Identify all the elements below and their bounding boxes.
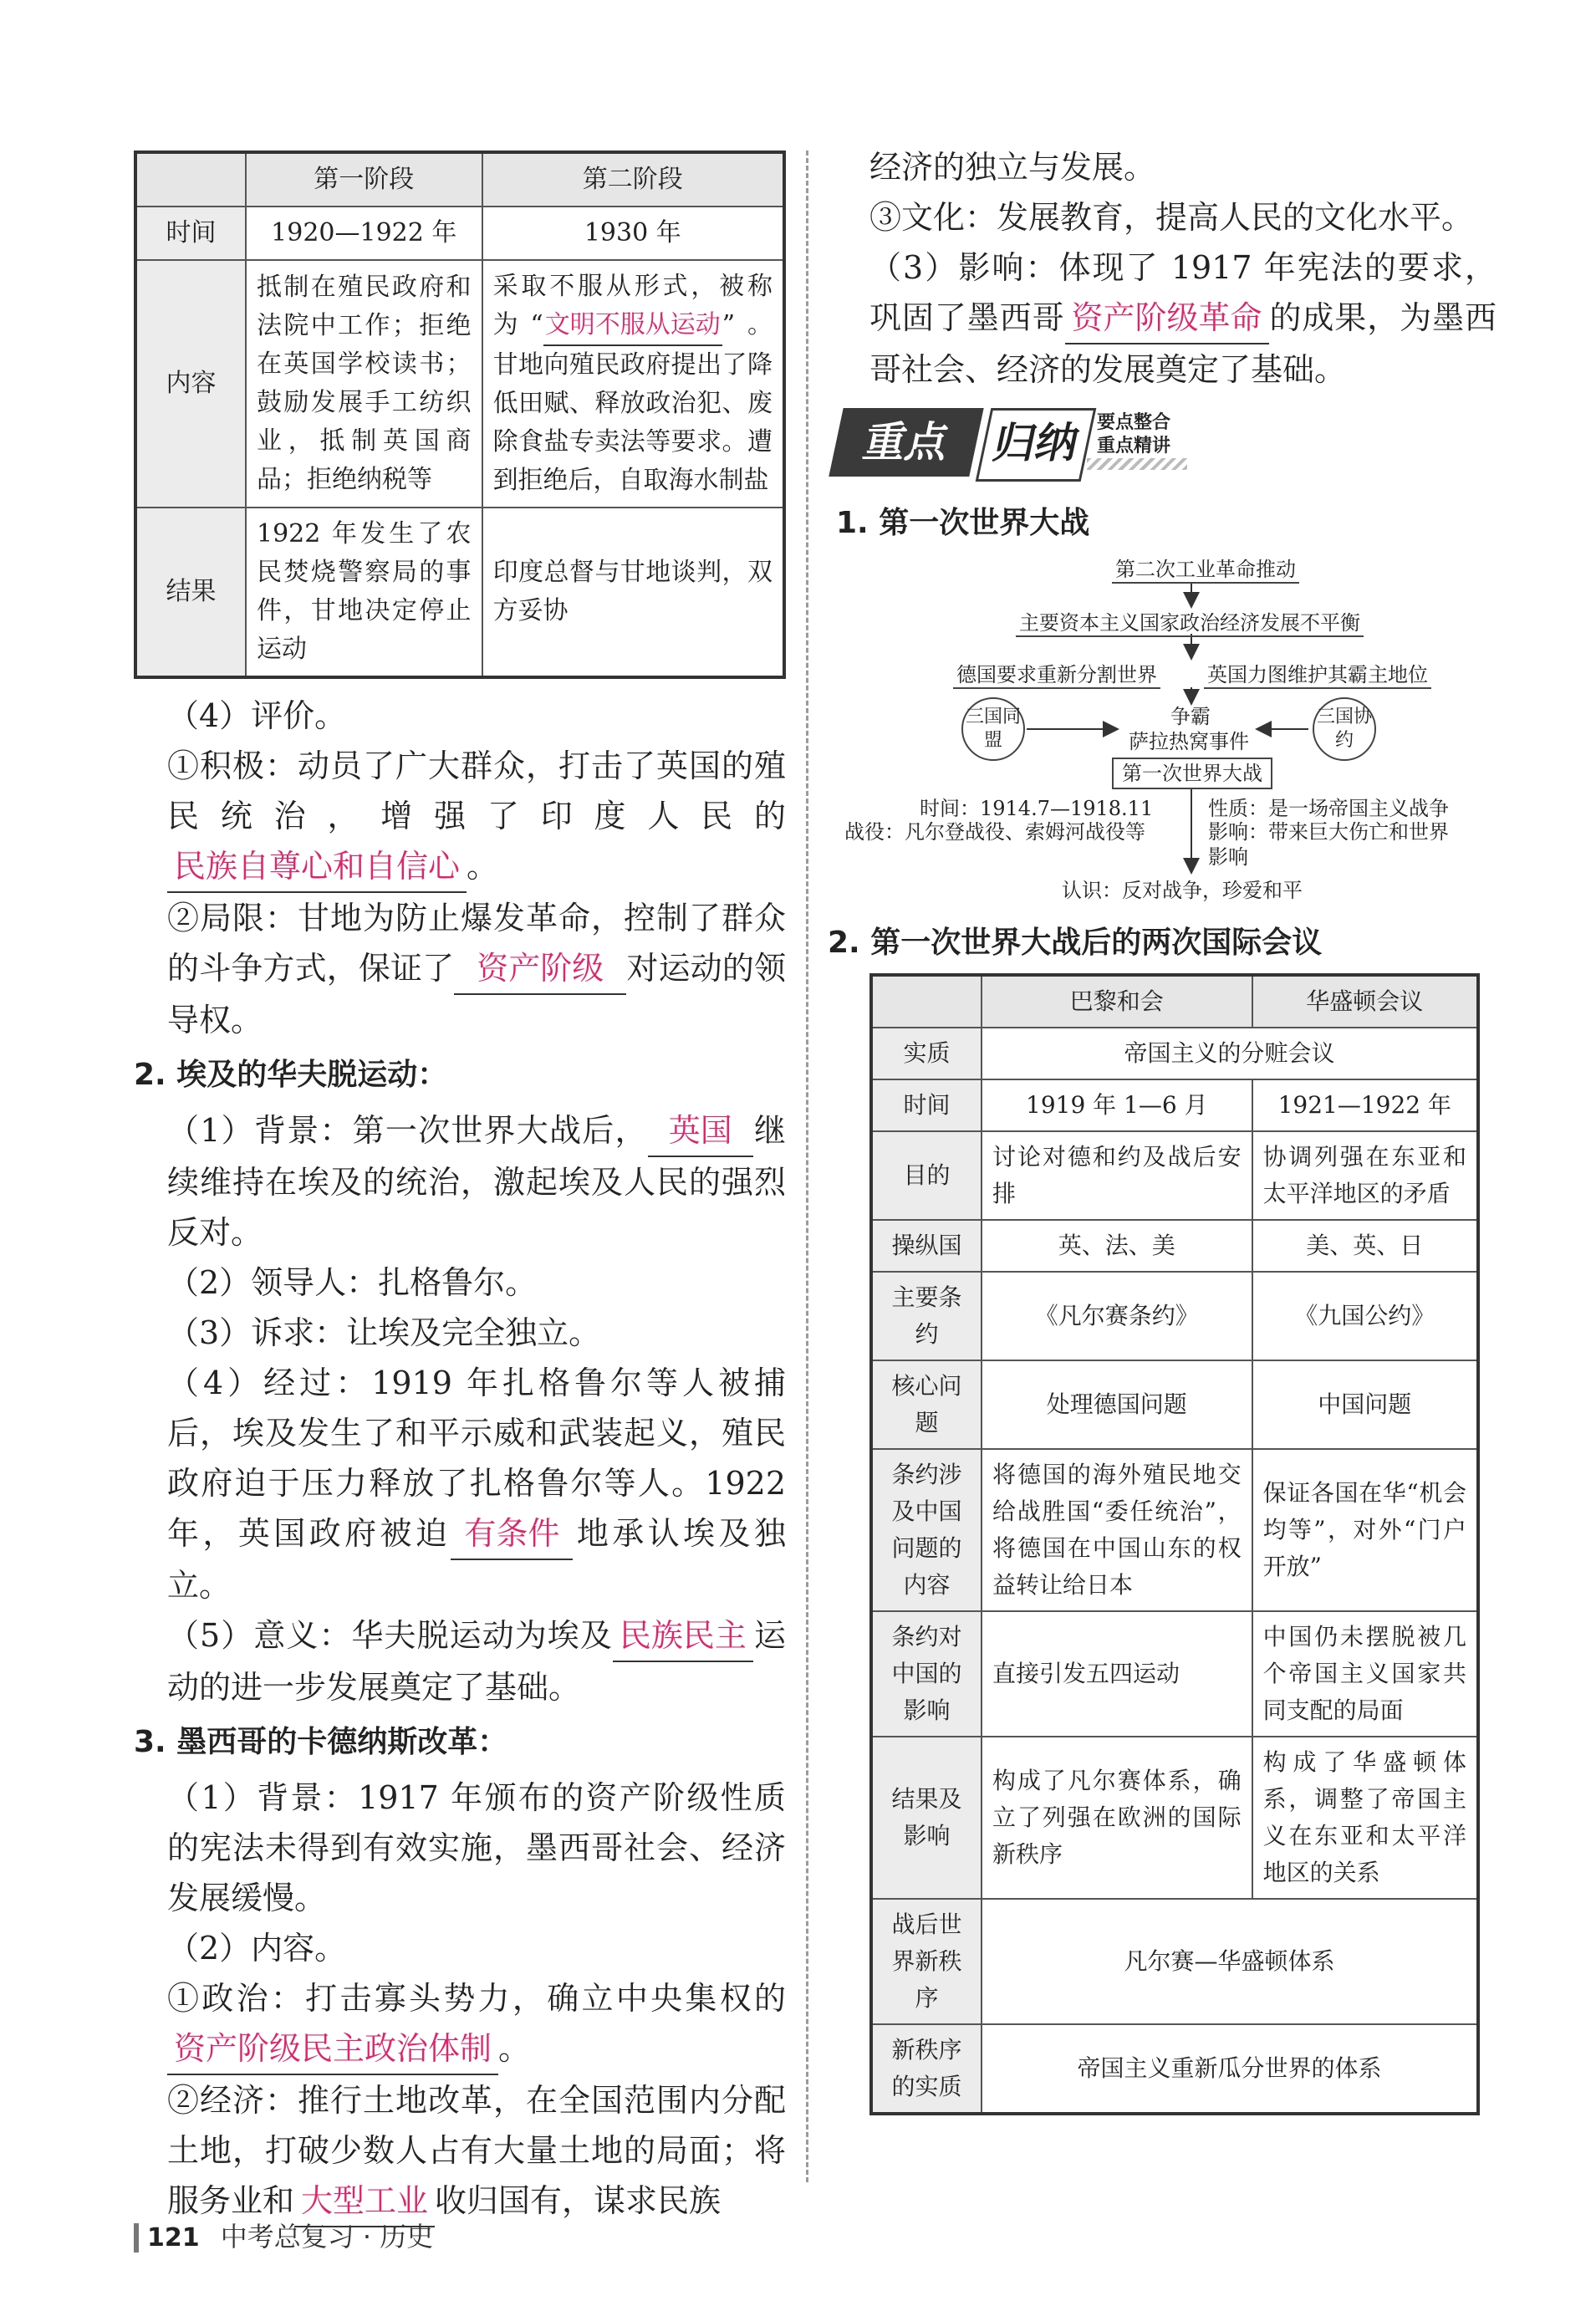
table-cell: 处理德国问题 — [982, 1360, 1252, 1449]
table-cell: 帝国主义重新瓜分世界的体系 — [982, 2024, 1478, 2114]
right-column — [828, 149, 1497, 2115]
table-cell: 1921—1922 年 — [1252, 1079, 1478, 1131]
table-header-cell — [871, 975, 982, 1028]
answer-blank: 民族自尊心和自信心 — [167, 841, 467, 893]
egypt-background: （1）背景：第一次世界大战后， 英国 继续维持在埃及的统治，激起埃及人民的强烈反对。 — [134, 1105, 786, 1258]
egypt-leader: （2）领导人：扎格鲁尔。 — [167, 1264, 538, 1301]
economy-continued: 经济的独立与发展。 — [869, 149, 1156, 186]
section-title-mexico: 3. 墨西哥的卡德纳斯改革： — [134, 1725, 508, 1759]
section-title-conferences: 2. 第一次世界大战后的两次国际会议 — [828, 926, 1323, 960]
banner-word-2: 归纳 — [976, 408, 1097, 482]
flow-node-britain: 英国力图维护其霸主地位 — [1204, 662, 1431, 689]
row-label: 结果及影响 — [871, 1737, 982, 1899]
table-header-cell: 巴黎和会 — [982, 975, 1252, 1028]
mexico-background: （1）背景：1917 年颁布的资产阶级性质的宪法未得到有效实施，墨西哥社会、经济发展缓慢。 — [167, 1779, 786, 1916]
flow-time: 时间：1914.7—1918.11 — [920, 797, 1154, 820]
flow-label-compete: 争霸 — [1170, 705, 1211, 728]
table-row — [871, 1079, 1478, 1131]
flow-influence: 影响：带来巨大伤亡和世界影响 — [1208, 820, 1449, 869]
key-summary-banner — [836, 403, 1497, 483]
flow-node-mid: 主要资本主义国家政治经济发展不平衡 — [1016, 610, 1364, 637]
table-cell — [482, 260, 784, 508]
answer-blank: 英国 — [648, 1105, 753, 1157]
row-label: 操纵国 — [871, 1220, 982, 1272]
table-row — [871, 1131, 1478, 1220]
answer-blank: 文明不服从运动 — [543, 306, 722, 346]
egypt-demand: （3）诉求：让埃及完全独立。 — [167, 1314, 601, 1351]
section-title-egypt: 2. 埃及的华夫脱运动： — [134, 1058, 448, 1092]
row-label: 战后世界新秩序 — [871, 1899, 982, 2024]
column-divider — [806, 151, 808, 2182]
gandhi-stages-table — [134, 151, 786, 679]
table-cell: 构成了凡尔赛体系，确立了列强在欧洲的国际新秩序 — [982, 1737, 1252, 1899]
eval-limit: ②局限：甘地为防止爆发革命，控制了群众的斗争方式，保证了 资产阶级 对运动的领导权。 — [167, 900, 786, 1038]
table-cell: 凡尔赛—华盛顿体系 — [982, 1899, 1478, 2024]
row-label: 时间 — [135, 207, 246, 260]
conferences-table — [869, 973, 1480, 2115]
egypt-process: （4）经过：1919 年扎格鲁尔等人被捕后，埃及发生了和平示威和武装起义，殖民政府迫于压力释放了扎格鲁尔等人。1922 年，英国政府被迫 有条件 地承认埃及独立。 — [167, 1365, 786, 1604]
table-header-cell: 第二阶段 — [482, 152, 784, 207]
mexico-politics: ①政治：打击寡头势力，确立中央集权的资产阶级民主政治体制 。 — [134, 1973, 786, 2075]
answer-blank: 资产阶级革命 — [1065, 293, 1269, 344]
table-header-cell: 华盛顿会议 — [1252, 975, 1478, 1028]
table-cell: 《九国公约》 — [1252, 1272, 1478, 1360]
table-row — [135, 207, 784, 260]
row-label: 目的 — [871, 1131, 982, 1220]
flow-label-sarajevo: 萨拉热窝事件 — [1129, 730, 1249, 753]
flow-lesson: 认识：反对战争，珍爱和平 — [1062, 879, 1303, 902]
table-row — [135, 508, 784, 677]
table-cell: 1919 年 1—6 月 — [982, 1079, 1252, 1131]
table-cell: 美、英、日 — [1252, 1220, 1478, 1272]
ww1-flowchart — [836, 554, 1497, 913]
eval-positive: ①积极：动员了广大群众，打击了英国的殖民统治，增强了印度人民的民族自尊心和自信心 。 — [134, 741, 786, 893]
table-cell: 《凡尔赛条约》 — [982, 1272, 1252, 1360]
flow-node-triple-entente: 三国协约 — [1313, 697, 1376, 761]
table-row — [871, 1028, 1478, 1079]
mexico-impact: （3）影响：体现了 1917 年宪法的要求，巩固了墨西哥 资产阶级革命 的成果，为墨西哥社会、经济的发展奠定了基础。 — [869, 249, 1497, 388]
flow-node-triple-alliance: 三国同盟 — [961, 697, 1025, 761]
flow-node-top: 第二次工业革命推动 — [1112, 557, 1299, 584]
table-cell: 1922 年发生了农民焚烧警察局的事件，甘地决定停止运动 — [246, 508, 482, 677]
section-title-ww1: 1. 第一次世界大战 — [836, 506, 1090, 540]
table-cell: 印度总督与甘地谈判，双方妥协 — [482, 508, 784, 677]
table-header-row — [135, 152, 784, 207]
banner-stripe — [1087, 458, 1187, 470]
table-cell: 英、法、美 — [982, 1220, 1252, 1272]
banner-subtitle: 要点整合 重点精讲 — [1097, 412, 1171, 457]
table-cell: 讨论对德和约及战后安排 — [982, 1131, 1252, 1220]
mexico-culture: ③文化：发展教育，提高人民的文化水平。 — [869, 199, 1474, 236]
table-cell: 帝国主义的分赃会议 — [982, 1028, 1478, 1079]
mexico-economy: ②经济：推行土地改革，在全国范围内分配土地，打破少数人占有大量土地的局面；将服务业和 大型工业 收归国有，谋求民族 — [134, 2075, 786, 2227]
row-label: 内容 — [135, 260, 246, 508]
answer-blank: 资产阶级民主政治体制 — [167, 2023, 498, 2075]
row-label: 核心问题 — [871, 1360, 982, 1449]
table-row — [871, 1737, 1478, 1899]
table-cell: 1930 年 — [482, 207, 784, 260]
mexico-content: （2）内容。 — [167, 1930, 347, 1967]
table-cell: 保证各国在华“机会均等”，对外“门户开放” — [1252, 1449, 1478, 1611]
flow-node-ww1: 第一次世界大战 — [1112, 758, 1272, 789]
table-row — [135, 260, 784, 508]
table-row — [871, 1899, 1478, 2024]
table-cell: 1920—1922 年 — [246, 207, 482, 260]
page-footer — [134, 2216, 433, 2254]
table-cell: 将德国的海外殖民地交给战胜国“委任统治”，将德国在中国山东的权益转让给日本 — [982, 1449, 1252, 1611]
flow-node-germany: 德国要求重新分割世界 — [953, 662, 1160, 689]
eval-title: （4）评价。 — [167, 697, 347, 734]
banner-word-1: 重点 — [829, 408, 983, 477]
row-label: 实质 — [871, 1028, 982, 1079]
book-title: 中考总复习 · 历史 — [220, 2221, 434, 2253]
page-number: 121 — [134, 2223, 208, 2253]
answer-blank: 民族民主 — [613, 1610, 753, 1662]
row-label: 结果 — [135, 508, 246, 677]
flow-nature: 性质：是一场帝国主义战争 — [1208, 797, 1449, 820]
table-row — [871, 1611, 1478, 1737]
table-cell: 中国仍未摆脱被几个帝国主义国家共同支配的局面 — [1252, 1611, 1478, 1737]
cell-text: ”。甘地向殖民政府提出了降低田赋、释放政治犯、废除食盐专卖法等要求。遭到拒绝后，自取海水制盐 — [492, 310, 773, 495]
egypt-significance: （5）意义：华夫脱运动为埃及 民族民主 运动的进一步发展奠定了基础。 — [134, 1610, 786, 1712]
table-cell: 直接引发五四运动 — [982, 1611, 1252, 1737]
table-cell: 抵制在殖民政府和法院中工作；拒绝在英国学校读书；鼓励发展手工纺织业，抵制英国商品；拒绝纳税等 — [246, 260, 482, 508]
table-row — [871, 1449, 1478, 1611]
left-column — [134, 151, 786, 2227]
table-row — [871, 2024, 1478, 2114]
table-header-cell — [135, 152, 246, 207]
row-label: 新秩序的实质 — [871, 2024, 982, 2114]
answer-blank: 大型工业 — [294, 2176, 435, 2227]
table-header-row — [871, 975, 1478, 1028]
row-label: 条约对中国的影响 — [871, 1611, 982, 1737]
table-row — [871, 1272, 1478, 1360]
row-label: 时间 — [871, 1079, 982, 1131]
table-cell: 中国问题 — [1252, 1360, 1478, 1449]
row-label: 条约涉及中国问题的内容 — [871, 1449, 982, 1611]
table-cell: 构成了华盛顿体系，调整了帝国主义在东亚和太平洋地区的关系 — [1252, 1737, 1478, 1899]
table-row — [871, 1360, 1478, 1449]
answer-blank: 资产阶级 — [454, 943, 626, 995]
row-label: 主要条约 — [871, 1272, 982, 1360]
flow-battles: 战役：凡尔登战役、索姆河战役等 — [844, 820, 1145, 844]
answer-blank: 有条件 — [451, 1508, 573, 1560]
table-cell: 协调列强在东亚和太平洋地区的矛盾 — [1252, 1131, 1478, 1220]
table-header-cell: 第一阶段 — [246, 152, 482, 207]
cell-text: 采取不服从形式，被称为“ — [492, 272, 773, 339]
table-row — [871, 1220, 1478, 1272]
